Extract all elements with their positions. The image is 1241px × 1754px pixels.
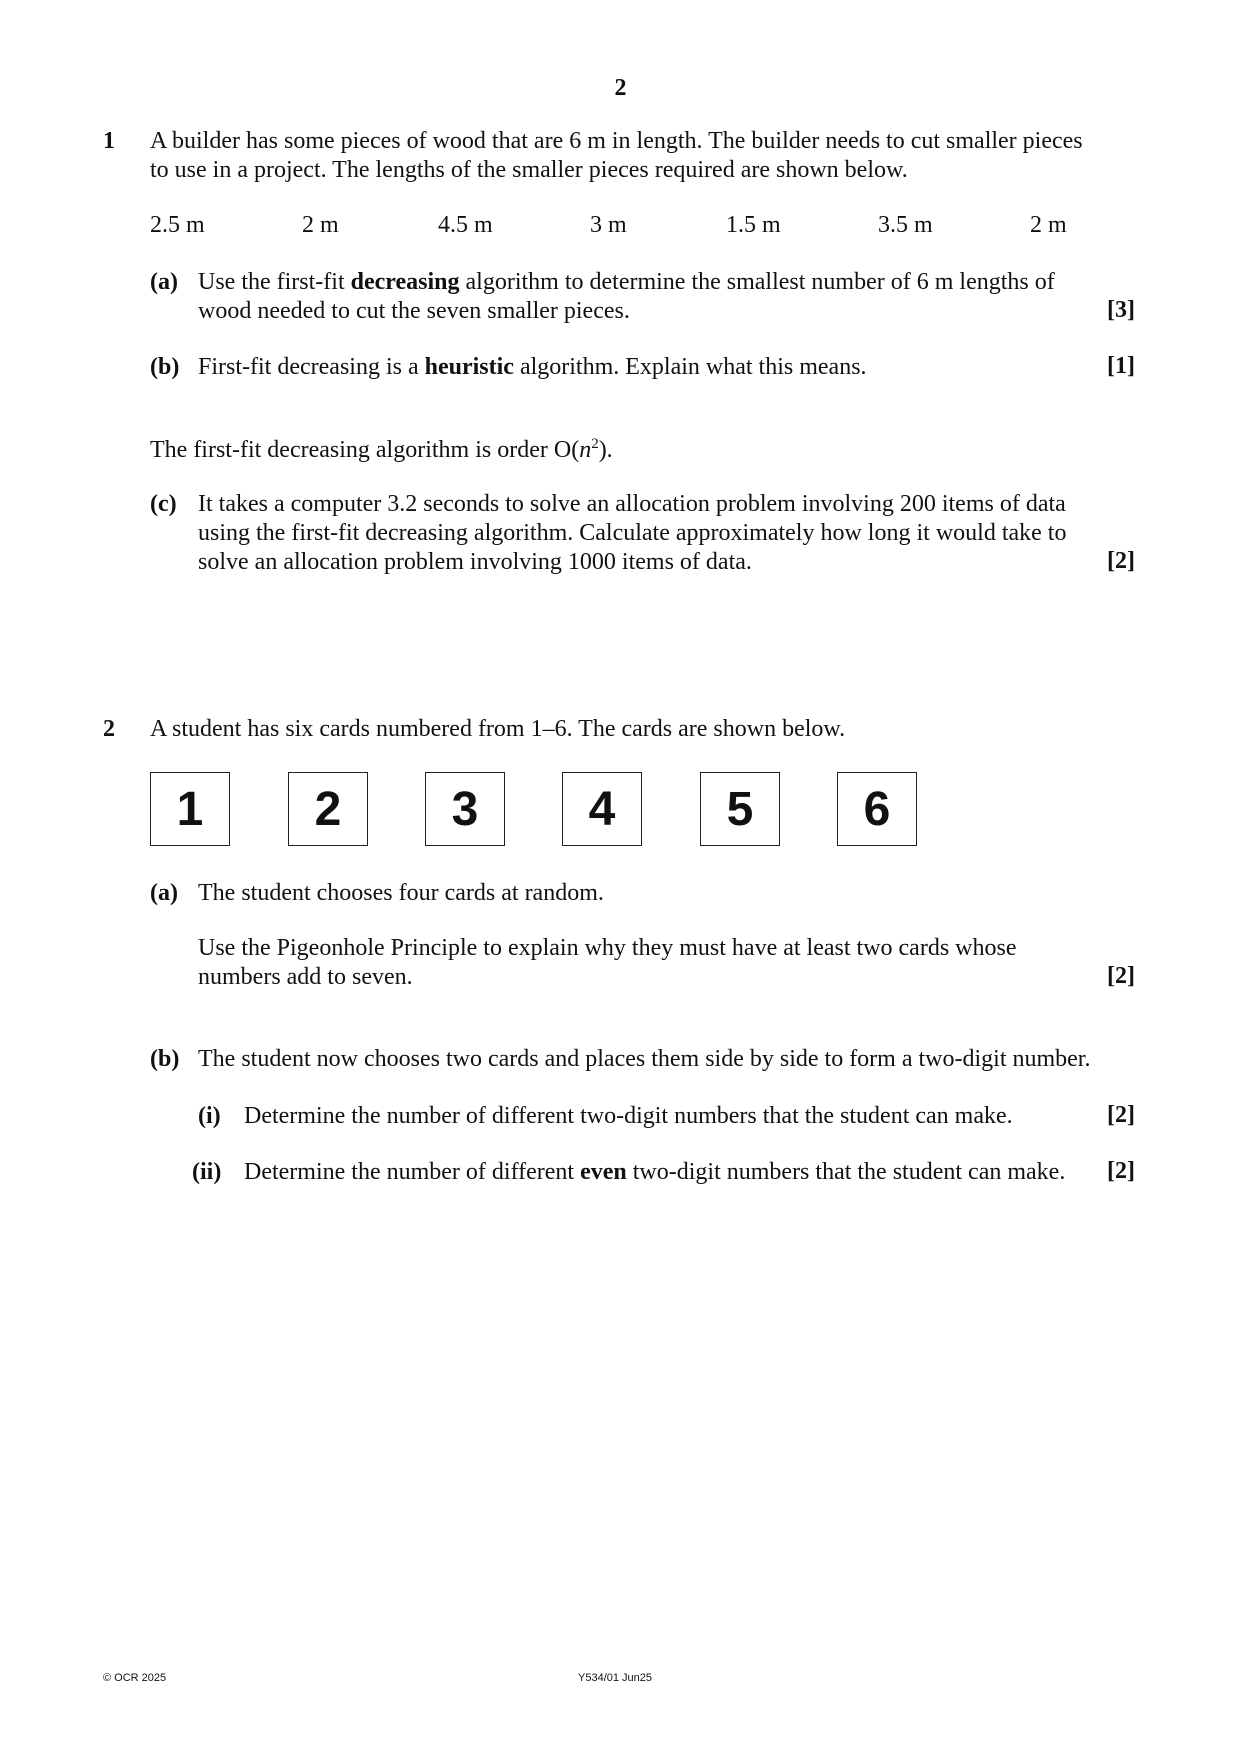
q2b-label: (b) — [150, 1046, 180, 1072]
length-value: 1.5 m — [726, 212, 781, 238]
q2bii-text: Determine the number of different even two-digit numbers that the student can make. — [244, 1159, 1066, 1185]
q1-intro-line2: to use in a project. The lengths of the smaller pieces required are shown below. — [150, 157, 908, 183]
q2bii-label: (ii) — [192, 1159, 222, 1185]
q2bi-text: Determine the number of different two-digit numbers that the student can make. — [244, 1103, 1013, 1129]
q1-number: 1 — [103, 128, 115, 154]
card-4: 4 — [562, 772, 642, 846]
q1-order-statement: The first-fit decreasing algorithm is order $O(n^2)$. — [150, 436, 613, 463]
q2a-line2: Use the Pigeonhole Principle to explain why they must have at least two cards whose — [198, 935, 1017, 961]
card-2: 2 — [288, 772, 368, 846]
q2bi-label: (i) — [198, 1103, 221, 1129]
length-value: 2 m — [1030, 212, 1067, 238]
q2bi-marks: [2] — [1107, 1102, 1135, 1128]
q2a-marks: [2] — [1107, 963, 1135, 989]
length-value: 3 m — [590, 212, 627, 238]
q2a-line1: The student chooses four cards at random. — [198, 880, 604, 906]
q2-intro: A student has six cards numbered from 1–6. The cards are shown below. — [150, 716, 846, 742]
length-value: 3.5 m — [878, 212, 933, 238]
length-value: 2 m — [302, 212, 339, 238]
q1a-label: (a) — [150, 269, 178, 295]
footer-code: Y534/01 Jun25 — [578, 1672, 653, 1684]
card-5: 5 — [700, 772, 780, 846]
q1b-label: (b) — [150, 354, 180, 380]
q1b-text: First-fit decreasing is a heuristic algorithm. Explain what this means. — [198, 354, 867, 380]
q1c-label: (c) — [150, 491, 177, 517]
q1-intro-line1: A builder has some pieces of wood that are 6 m in length. The builder needs to cut smaller pieces — [150, 128, 1083, 154]
q2a-label: (a) — [150, 880, 178, 906]
q2a-line3: numbers add to seven. — [198, 964, 413, 990]
q1b-marks: [1] — [1107, 353, 1135, 379]
card-1: 1 — [150, 772, 230, 846]
q1c-line1: It takes a computer 3.2 seconds to solve an allocation problem involving 200 items of data — [198, 491, 1066, 517]
q1c-line2: using the first-fit decreasing algorithm. Calculate approximately how long it would take to — [198, 520, 1067, 546]
q1a-marks: [3] — [1107, 297, 1135, 323]
q1a-line1: Use the first-fit decreasing algorithm to determine the smallest number of 6 m lengths of — [198, 269, 1055, 295]
card-6: 6 — [837, 772, 917, 846]
q2b-text: The student now chooses two cards and places them side by side to form a two-digit number. — [198, 1046, 1091, 1072]
q2-number: 2 — [103, 716, 115, 742]
q2bii-marks: [2] — [1107, 1158, 1135, 1184]
length-value: 2.5 m — [150, 212, 205, 238]
card-3: 3 — [425, 772, 505, 846]
footer-copyright: © OCR 2025 — [103, 1672, 167, 1684]
q1c-line3: solve an allocation problem involving 1000 items of data. — [198, 549, 752, 575]
length-value: 4.5 m — [438, 212, 493, 238]
q1a-line2: wood needed to cut the seven smaller pieces. — [198, 298, 630, 324]
page-number: 2 — [614, 75, 627, 101]
q1c-marks: [2] — [1107, 548, 1135, 574]
